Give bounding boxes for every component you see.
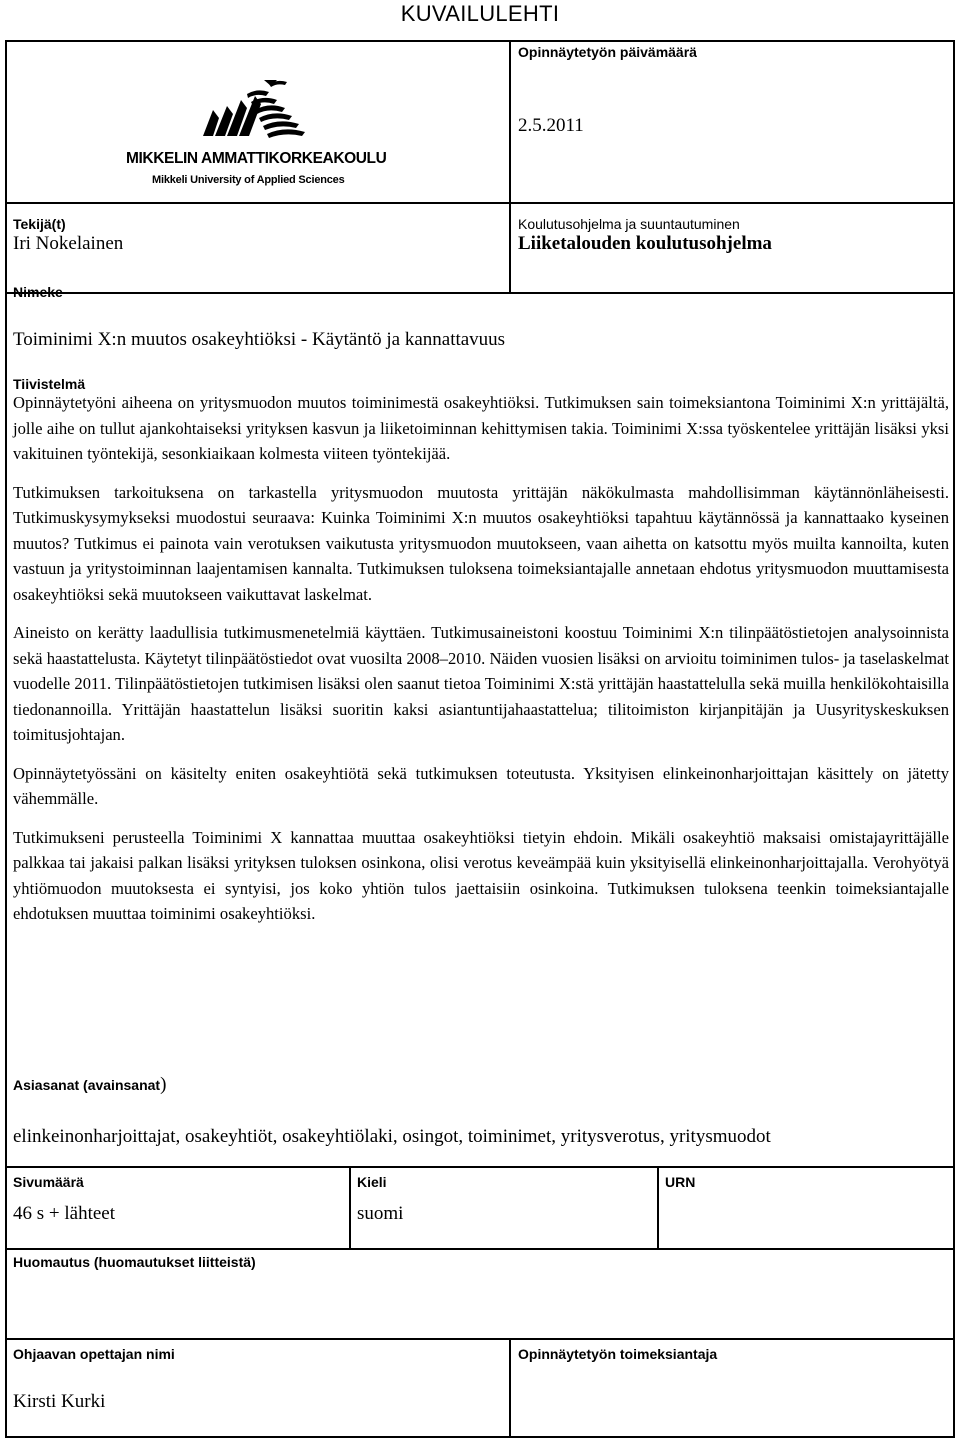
supervisor-cell xyxy=(13,1346,503,1436)
pages-label: Sivumäärä xyxy=(13,1174,84,1190)
divider xyxy=(349,1166,351,1250)
title-cell xyxy=(13,284,948,354)
programme-cell xyxy=(518,216,948,286)
programme-label: Koulutusohjelma ja suuntautuminen xyxy=(518,216,740,232)
keywords-label-paren: ) xyxy=(160,1074,167,1095)
date-cell xyxy=(518,44,948,199)
logo-name-line1: MIKKELIN AMMATTIKORKEAKOULU xyxy=(126,150,387,167)
document-heading: KUVAILULEHTI xyxy=(400,1,560,26)
divider xyxy=(509,1338,511,1438)
divider xyxy=(7,1338,953,1340)
mamk-logo-icon xyxy=(119,78,369,144)
pages-cell xyxy=(13,1174,343,1244)
supervisor-value: Kirsti Kurki xyxy=(13,1391,106,1412)
pages-value: 46 s + lähteet xyxy=(13,1203,115,1224)
programme-value: Liiketalouden koulutusohjelma xyxy=(518,233,772,254)
abstract-paragraph: Tutkimukseni perusteella Toiminimi X kannattaa muuttaa osakeyhtiöksi tietyin ehdoin. Mikäli osakeyhtiö maksaisi omistajayrittäjälle palkkaa tai jakaisi palkan lisäksi yrityksen tuloksen osinkona, olisi verotus keveämpää kuin yksityisellä elinkeinonharjoittajalla. Verohyötyä yhtiömuodon muutoksesta ei syntyisi, jos koko yhtiön tulos jaettaisiin osinkoina. Tutkimuksen tuloksena teenkin toimeksiantajalle ehdotuksen muuttaa toiminimi osakeyhtiöksi. xyxy=(13,827,949,923)
divider xyxy=(509,42,511,294)
author-value: Iri Nokelainen xyxy=(13,233,124,254)
notes-cell xyxy=(13,1254,948,1334)
divider xyxy=(657,1166,659,1250)
supervisor-label: Ohjaavan opettajan nimi xyxy=(13,1346,175,1362)
abstract-body xyxy=(13,390,949,927)
urn-label: URN xyxy=(665,1174,696,1190)
abstract-paragraph: Tutkimuksen tarkoituksena on tarkastella yritysmuodon muutosta yrittäjän näkökulmasta mahdollisimman käytännönläheisesti. Tutkimuskysymykseksi muodostui seuraava: Kuinka Toiminimi X:n muutos osakeyhtiöksi tapahtuu käytännössä ja kannattaako kyseinen muutos? Tutkimus ei painota vain verotuksen vaikutusta yritysmuodon muutokseen, vaan aihetta on katsottu myös muilta kannoilta, kuten vastuun ja yritystoiminnan laajentamisen kannalta. Tutkimuksen tuloksena toimeksiantajalle annetaan ehdotus yritysmuodon muuttamisesta osakeyhtiöksi sekä muutokseen vaikuttavat laskelmat. xyxy=(13,482,949,604)
date-value: 2.5.2011 xyxy=(518,115,584,136)
author-cell xyxy=(13,216,503,286)
divider xyxy=(7,202,953,204)
divider xyxy=(7,1248,953,1250)
keywords-label-row xyxy=(13,1074,948,1096)
abstract-cell xyxy=(13,376,949,927)
title-label: Nimeke xyxy=(13,284,63,300)
abstract-label: Tiivistelmä xyxy=(13,376,86,392)
commissioner-cell xyxy=(518,1346,948,1436)
language-cell xyxy=(357,1174,652,1244)
language-value: suomi xyxy=(357,1203,404,1224)
notes-label: Huomautus (huomautukset liitteistä) xyxy=(13,1254,256,1270)
divider xyxy=(7,1166,953,1168)
abstract-paragraph: Opinnäytetyöni aiheena on yritysmuodon muutos toiminimestä osakeyhtiöksi. Tutkimuksen sain toimeksiantona Toiminimi X:n yrittäjältä, jolle aihe on tullut ajankohtaiseksi yrityksen kasvun ja liiketoiminnan kehittymisen takia. Toiminimi X:ssa työskentelee yrittäjän lisäksi yksi vakituinen työntekijä, sesonkiaikaan kolmesta viiteen työntekijää. xyxy=(13,393,949,463)
description-form xyxy=(5,40,955,1438)
abstract-paragraph: Aineisto on kerätty laadullisia tutkimusmenetelmiä käyttäen. Tutkimusaineistoni koostuu Toiminimi X:n tilinpäätöstietojen analysoinnista sekä haastattelusta. Käytetyt tilinpäätöstiedot ovat vuosilta 2008–2010. Näiden vuosien lisäksi on arvioitu toiminimen tulos- ja taselaskelmat vuodelle 2011. Tilinpäätöstietojen tutkimisen lisäksi olen saanut tietoa Toiminimi X:stä yrittäjän haastattelulla sekä muilla henkilökohtaisilla tiedonannoilla. Yrittäjän haastattelun lisäksi suoritin kaksi asiantuntijahaastattelua; tilitoimiston kirjanpitäjän ja Uusyrityskeskuksen toimitusjohtajan. xyxy=(13,623,949,744)
author-label: Tekijä(t) xyxy=(13,216,66,232)
urn-cell xyxy=(665,1174,945,1244)
language-label: Kieli xyxy=(357,1174,387,1190)
title-value: Toiminimi X:n muutos osakeyhtiöksi - Käytäntö ja kannattavuus xyxy=(13,329,506,350)
university-logo xyxy=(119,78,387,228)
keywords-label: Asiasanat (avainsanat xyxy=(13,1077,161,1093)
keywords-value: elinkeinonharjoittajat, osakeyhtiöt, osakeyhtiölaki, osingot, toiminimet, yritysverotus, yritysmuodot xyxy=(13,1126,771,1147)
logo-name-line2: Mikkeli University of Applied Sciences xyxy=(152,174,345,186)
abstract-paragraph: Opinnäytetyössäni on käsitelty eniten osakeyhtiötä sekä tutkimuksen toteutusta. Yksityisen elinkeinonharjoittajan käsittely on jätetty vähemmälle. xyxy=(13,763,949,808)
date-label: Opinnäytetyön päivämäärä xyxy=(518,44,697,60)
commissioner-label: Opinnäytetyön toimeksiantaja xyxy=(518,1346,718,1362)
keywords-cell xyxy=(13,1074,948,1164)
